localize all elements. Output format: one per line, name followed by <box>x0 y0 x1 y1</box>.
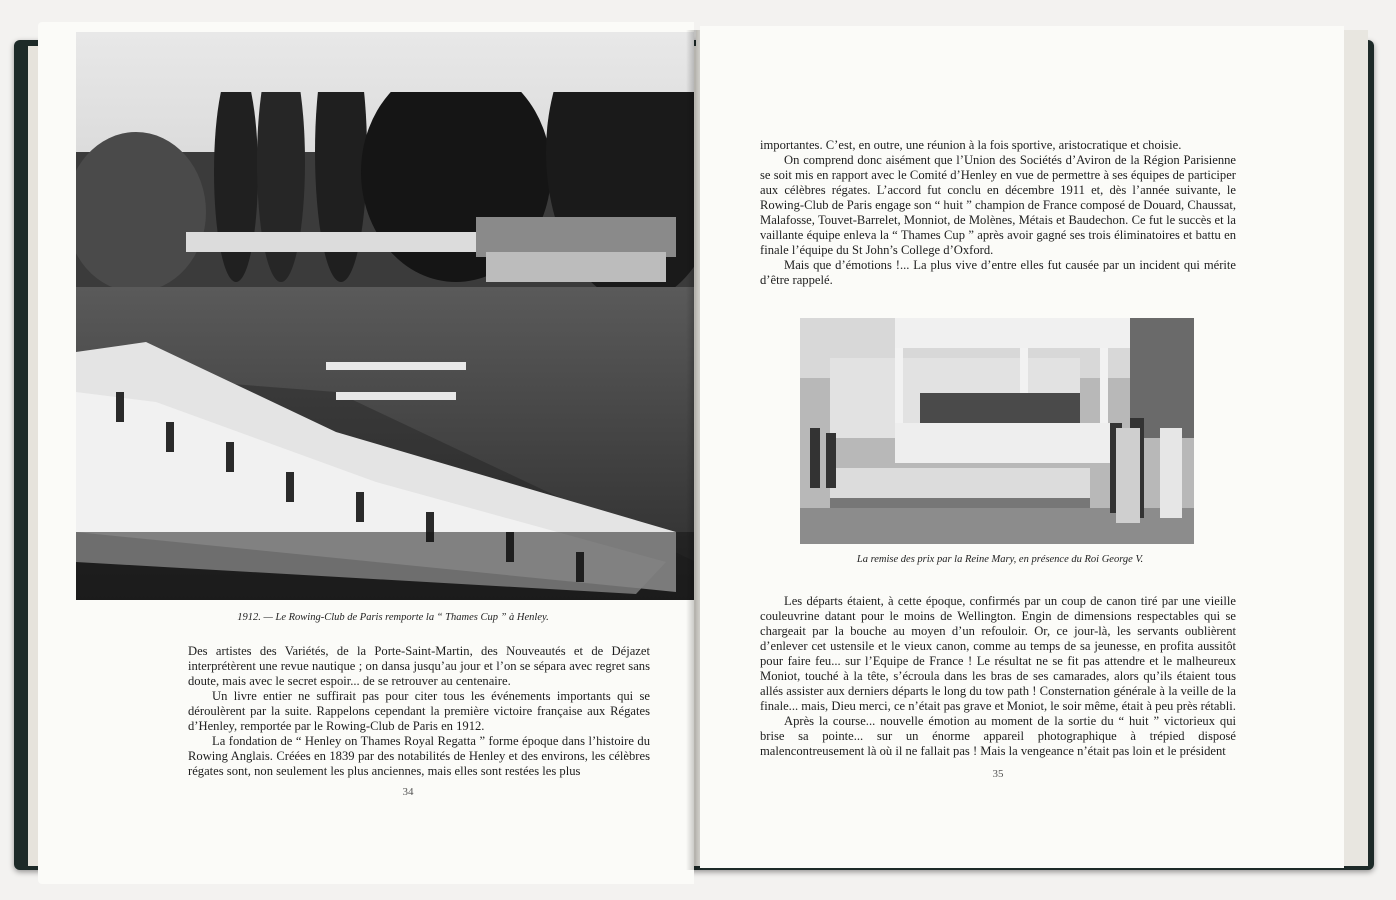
paragraph: Mais que d’émotions !... La plus vive d’entre elles fut causée par un incident qui mérite d’être rappelé. <box>760 258 1236 287</box>
paragraph: Après la course... nouvelle émotion au moment de la sortie du “ huit ” victorieux qui brise sa pointe... sur un énorme appareil photographique à trépied disposé malencontreusement là où il ne fallait pas ! Mais la vengeance n’était pas loin et le président <box>760 714 1236 758</box>
paragraph: Des artistes des Variétés, de la Porte-Saint-Martin, des Nouveautés et de Déjazet interprétèrent une revue nautique ; on dansa jusqu’au jour et l’on se sépara avec regret sans doute, mais avec le secret espoir... de se retrouver au centenaire. <box>188 644 650 688</box>
page-number-right: 35 <box>992 768 1004 780</box>
paragraph: Un livre entier ne suffirait pas pour citer tous les événements importants qui se déroulèrent par la suite. Rappelons cependant la première victoire française aux Régates d’Henley, remportée par le Rowing-Club de Paris en 1912. <box>188 689 650 733</box>
page-number-left: 34 <box>402 786 414 798</box>
left-page <box>38 22 694 884</box>
photo-caption-right: La remise des prix par la Reine Mary, en présence du Roi George V. <box>856 554 1144 565</box>
paragraph: La fondation de “ Henley on Thames Royal Regatta ” forme époque dans l’histoire du Rowing Anglais. Créées en 1839 par des notabilités de Henley et des environs, les célèbres régates sont, non seulement les plus anciennes, mais elles sont restées les plus <box>188 734 650 778</box>
right-page-text-top <box>760 138 1236 288</box>
paragraph: On comprend donc aisément que l’Union des Sociétés d’Aviron de la Région Parisienne se soit mis en rapport avec le Comité d’Henley en vue de permettre à ses équipes de participer aux célèbres régates. L’accord fut conclu en décembre 1911 et, dès l’année suivante, le Rowing-Club de Paris engage son “ huit ” champion de France composé de Douard, Chaussat, Malafosse, Touvet-Barrelet, Monniot, de Molènes, Métais et Baudechon. Ce fut le succès et la vaillante équipe enleva la “ Thames Cup ” après avoir gagné ses trois éliminatoires et battu en finale l’équipe du St John’s College d’Oxford. <box>760 153 1236 257</box>
right-page <box>700 26 1344 868</box>
left-page-text <box>188 644 650 779</box>
paragraph: importantes. C’est, en outre, une réunion à la fois sportive, aristocratique et choisie. <box>760 138 1182 152</box>
right-page-text-bottom <box>760 594 1236 759</box>
paragraph: Les départs étaient, à cette époque, confirmés par un coup de canon tiré par une vieille couleuvrine datant pour le moins de Wellington. Engin de dimensions respectables qui se chargeait par la bouche au moyen d’un refouloir. Or, ce jour-là, les servants oublièrent d’enlever cet ustensile et le vieux canon, comme au temps de sa jeunesse, en profita aussitôt pour faire feu... sur l’Equipe de France ! Le résultat ne se fit pas attendre et le malheureux Moniot, touché à la tête, s’écroula dans les bras de ses camarades, alors qu’ils étaient tous allés assister aux derniers départs le long du tow path ! Consternation générale à la veille de la finale... mais, Dieu merci, ce n’était pas grave et Moniot, le soir même, était à peu près rétabli. <box>760 594 1236 713</box>
photo-caption-left: 1912. — Le Rowing-Club de Paris remporte la “ Thames Cup ” à Henley. <box>237 612 549 623</box>
regatta-photo <box>76 32 694 600</box>
prize-ceremony-photo <box>800 318 1194 544</box>
